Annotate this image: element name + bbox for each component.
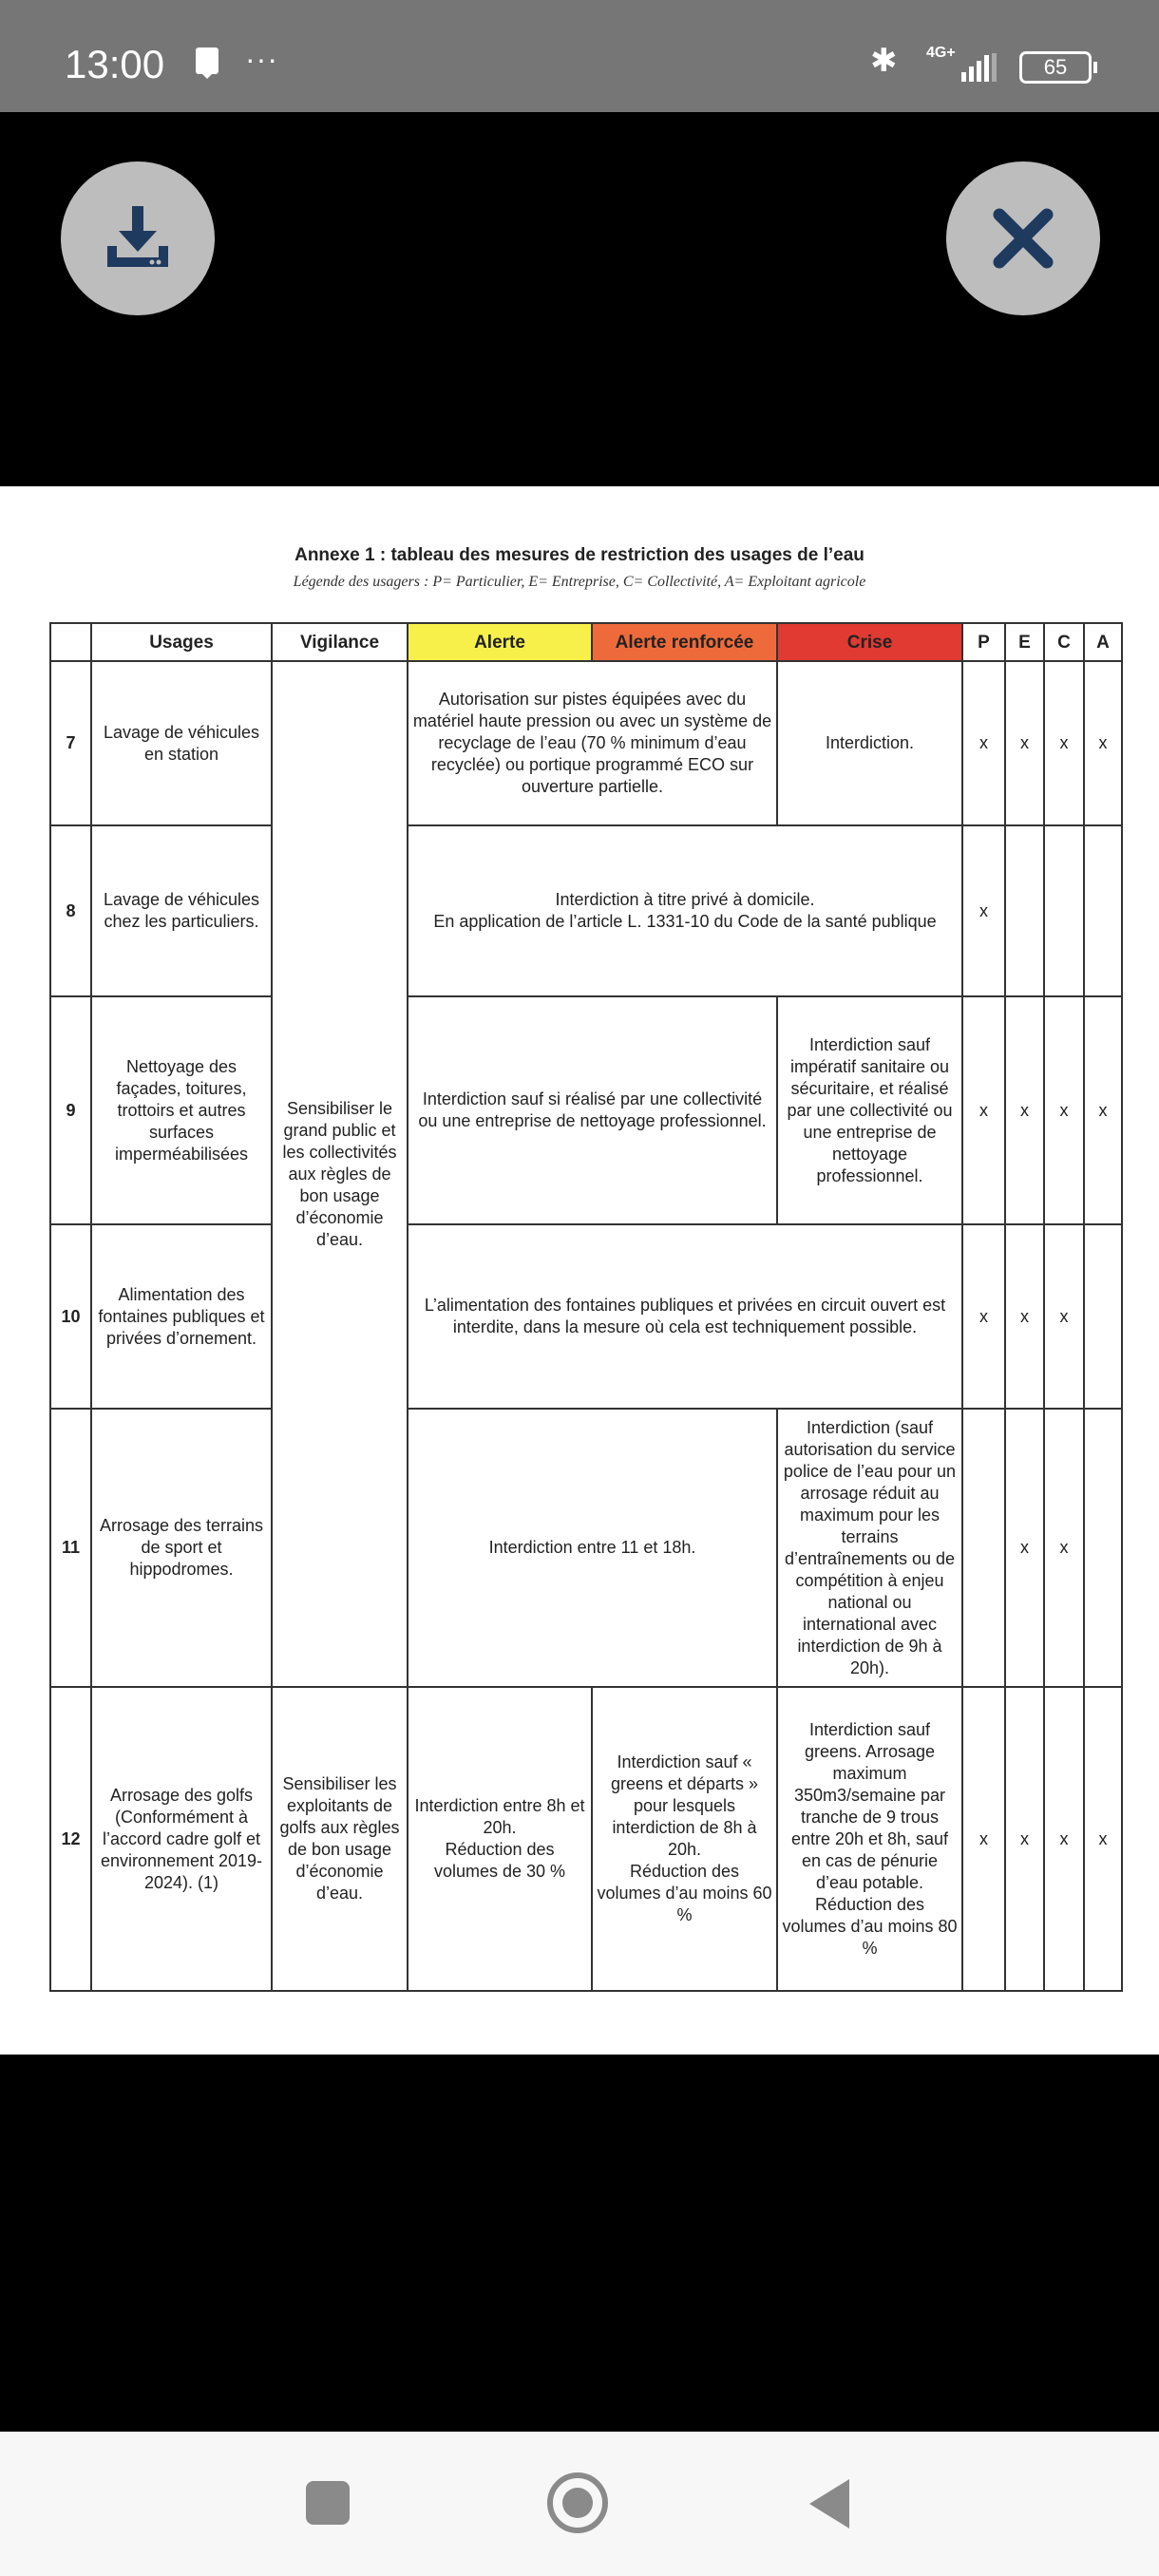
clock: 13:00 [65,42,165,86]
usage-cell: Lavage de véhicules en station [91,661,272,825]
e-cell: x [1005,661,1044,825]
notification-icon [196,47,218,74]
header-p: P [962,623,1005,661]
p-cell: x [962,661,1005,825]
all-levels-cell: L’alimentation des fontaines publiques et privées en circuit ouvert est interdite, dans la mesure où cela est techniquement possible. [408,1224,962,1409]
table-row [50,661,1122,825]
vigilance-cell: Sensibiliser les exploitants de golfs aux règles de bon usage d’économie d’eau. [272,1687,408,1991]
status-bar [0,0,1159,112]
a-cell [1084,1409,1122,1687]
c-cell: x [1044,1409,1084,1687]
p-cell: x [962,1224,1005,1409]
table-header [50,623,1122,661]
usage-cell: Lavage de véhicules chez les particuliers. [91,825,272,996]
crise-cell: Interdiction sauf greens. Arrosage maximum 350m3/semaine par tranche de 9 trous entre 20h et 8h, sauf en cas de pénurie d’eau potable. Réduction des volumes d’au moins 80 % [777,1687,962,1991]
recents-button[interactable] [306,2481,350,2525]
header-usages: Usages [91,623,272,661]
close-icon [990,205,1056,272]
p-cell: x [962,1687,1005,1991]
restriction-table [49,622,1123,1992]
header-num [50,623,91,661]
a-cell: x [1084,996,1122,1224]
crise-cell: Interdiction sauf impératif sanitaire ou sécuritaire, et réalisé par une collectivité ou une entreprise de nettoyage professionnel. [777,996,962,1224]
e-cell: x [1005,1409,1044,1687]
e-cell: x [1005,1687,1044,1991]
c-cell: x [1044,661,1084,825]
header-alerte: Alerte [408,623,592,661]
home-button[interactable] [547,2472,608,2533]
navigation-bar [0,2432,1159,2576]
header-e: E [1005,623,1044,661]
a-cell [1084,825,1122,996]
table-row [50,1687,1122,1991]
document-legend: Légende des usagers : P= Particulier, E= Entreprise, C= Collectivité, A= Exploitant agricole [293,574,866,590]
table-row [50,996,1122,1224]
crise-cell: Interdiction. [777,661,962,825]
all-levels-cell: Interdiction à titre privé à domicile. En application de l’article L. 1331-10 du Code de la santé publique [408,825,962,996]
alerte-cell: Autorisation sur pistes équipées avec du matériel haute pression ou avec un système de recyclage de l’eau (70 % minimum d’eau recyclée) ou portique programmé ECO sur ouverture partielle. [408,661,777,825]
p-cell [962,1409,1005,1687]
network-type: 4G+ [926,45,956,61]
row-number: 11 [50,1409,91,1687]
p-cell: x [962,996,1005,1224]
a-cell: x [1084,661,1122,825]
crise-cell: Interdiction (sauf autorisation du service police de l’eau pour un arrosage réduit au maximum pour les terrains d’entraînements ou de compétition à enjeu national ou international avec interdiction de 9h à 20h). [777,1409,962,1687]
a-cell: x [1084,1687,1122,1991]
usage-cell: Alimentation des fontaines publiques et privées d’ornement. [91,1224,272,1409]
document-title: Annexe 1 : tableau des mesures de restriction des usages de l’eau [294,545,864,565]
header-vigilance: Vigilance [272,623,408,661]
alerte-renforcee-cell: Interdiction sauf « greens et départs » pour lesquels interdiction de 8h à 20h. Réduction des volumes d’au moins 60 % [592,1687,777,1991]
e-cell: x [1005,1224,1044,1409]
table-row [50,825,1122,996]
header-crise: Crise [777,623,962,661]
alerte-cell: Interdiction entre 8h et 20h. Réduction des volumes de 30 % [408,1687,592,1991]
row-number: 7 [50,661,91,825]
table-row [50,1224,1122,1409]
usage-cell: Arrosage des golfs (Conformément à l’accord cadre golf et environnement 2019-2024). (1) [91,1687,272,1991]
usage-cell: Nettoyage des façades, toitures, trottoirs et autres surfaces imperméabilisées [91,996,272,1224]
circle-icon [562,2488,593,2518]
table-row [50,1409,1122,1687]
download-button[interactable] [61,161,215,315]
bluetooth-icon: ✱ [870,43,898,79]
vigilance-cell: Sensibiliser le grand public et les collectivités aux règles de bon usage d’économie d’eau. [272,661,408,1687]
row-number: 10 [50,1224,91,1409]
e-cell [1005,825,1044,996]
battery-level: 65 [1019,51,1092,84]
document-page [0,486,1159,2055]
more-notifications: ··· [245,42,278,76]
alerte-cell: Interdiction sauf si réalisé par une collectivité ou une entreprise de nettoyage professionnel. [408,996,777,1224]
c-cell: x [1044,1224,1084,1409]
header-alerte-renforcee: Alerte renforcée [592,623,777,661]
c-cell: x [1044,1687,1084,1991]
alerte-cell: Interdiction entre 11 et 18h. [408,1409,777,1687]
header-c: C [1044,623,1084,661]
p-cell: x [962,825,1005,996]
usage-cell: Arrosage des terrains de sport et hippodromes. [91,1409,272,1687]
c-cell: x [1044,996,1084,1224]
row-number: 12 [50,1687,91,1991]
c-cell [1044,825,1084,996]
download-icon [100,200,176,276]
signal-icon [961,53,997,82]
e-cell: x [1005,996,1044,1224]
row-number: 9 [50,996,91,1224]
a-cell [1084,1224,1122,1409]
back-button[interactable] [809,2479,849,2529]
close-button[interactable] [946,161,1100,315]
row-number: 8 [50,825,91,996]
header-a: A [1084,623,1122,661]
